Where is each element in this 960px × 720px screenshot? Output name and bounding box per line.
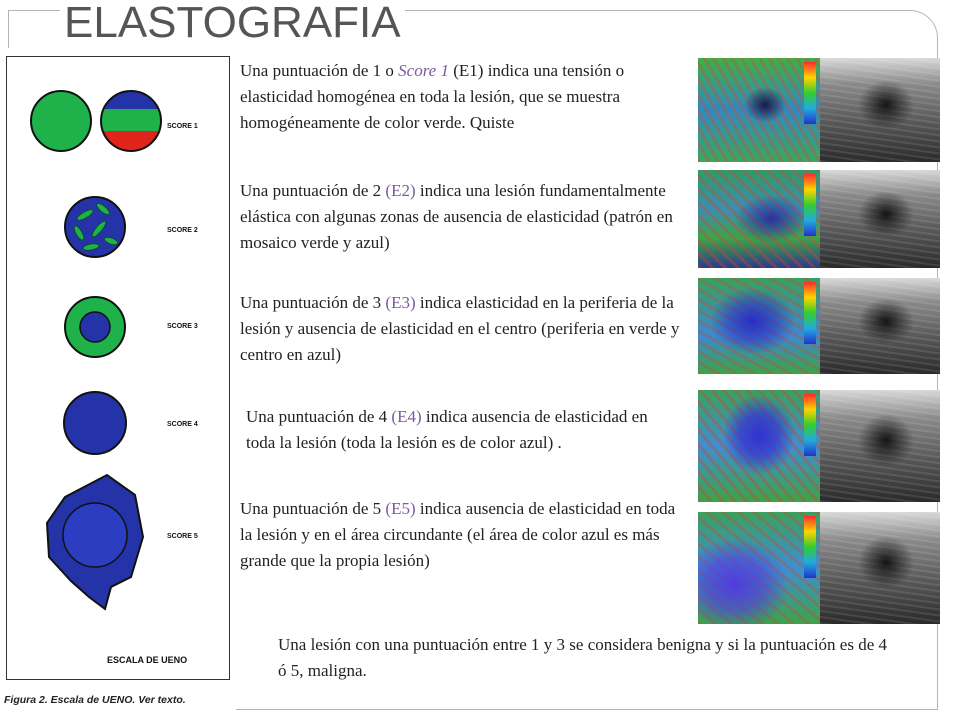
score3-inner-blue bbox=[80, 312, 110, 342]
slide-title: ELASTOGRAFIA bbox=[60, 0, 405, 48]
score-label-3: SCORE 3 bbox=[167, 323, 198, 330]
e4-term: (E4) bbox=[391, 407, 422, 426]
ueno-scale-label: ESCALA DE UENO bbox=[107, 655, 188, 665]
score1-tricolor-circle bbox=[97, 87, 167, 153]
elastography-image-e5 bbox=[698, 512, 940, 624]
elastography-image-e1 bbox=[698, 58, 940, 162]
score-label-4: SCORE 4 bbox=[167, 421, 198, 428]
ueno-scale-diagram bbox=[7, 57, 229, 679]
paragraph-score4: Una puntuación de 4 (E4) indica ausencia de elasticidad en toda la lesión (toda la lesión es de color azul) . bbox=[246, 407, 648, 452]
elastography-image-e2 bbox=[698, 170, 940, 268]
elastography-image-e3 bbox=[698, 278, 940, 374]
score-label-5: SCORE 5 bbox=[167, 533, 198, 540]
score5-inner-circle bbox=[63, 503, 127, 567]
score-label-1: SCORE 1 bbox=[167, 123, 198, 130]
score4-blue-circle bbox=[64, 392, 126, 454]
slide-frame-bottom bbox=[236, 709, 938, 710]
e2-term: (E2) bbox=[385, 181, 416, 200]
paragraph-score1: Una puntuación de 1 o Score 1 (E1) indica una tensión o elasticidad homogénea en toda la lesión, que se muestra homogéneamente de color verde. Quiste bbox=[240, 61, 625, 132]
figure-caption: Figura 2. Escala de UENO. Ver texto. bbox=[4, 694, 186, 706]
slide-frame-left bbox=[8, 10, 9, 48]
e3-term: (E3) bbox=[385, 293, 416, 312]
elastography-image-e4 bbox=[698, 390, 940, 502]
paragraph-score2: Una puntuación de 2 (E2) indica una lesión fundamentalmente elástica con algunas zonas de ausencia de elasticidad (patrón en mosaico verde y azul) bbox=[240, 181, 673, 252]
ueno-scale-box bbox=[6, 56, 230, 680]
score1-term: Score 1 bbox=[398, 61, 449, 80]
score-label-2: SCORE 2 bbox=[167, 227, 198, 234]
ueno-scale-figure bbox=[2, 56, 234, 720]
paragraph-score3: Una puntuación de 3 (E3) indica elasticidad en la periferia de la lesión y ausencia de elasticidad en el centro (periferia en verde y centro en azul) bbox=[240, 293, 680, 364]
e5-term: (E5) bbox=[385, 499, 416, 518]
paragraph-score5: Una puntuación de 5 (E5) indica ausencia de elasticidad en toda la lesión y en el área circundante (el área de color azul es más grande que la propia lesión) bbox=[240, 499, 676, 570]
score1-green-circle bbox=[31, 91, 91, 151]
summary-text: Una lesión con una puntuación entre 1 y 3 se considera benigna y si la puntuación es de 4 ó 5, maligna. bbox=[278, 635, 887, 680]
